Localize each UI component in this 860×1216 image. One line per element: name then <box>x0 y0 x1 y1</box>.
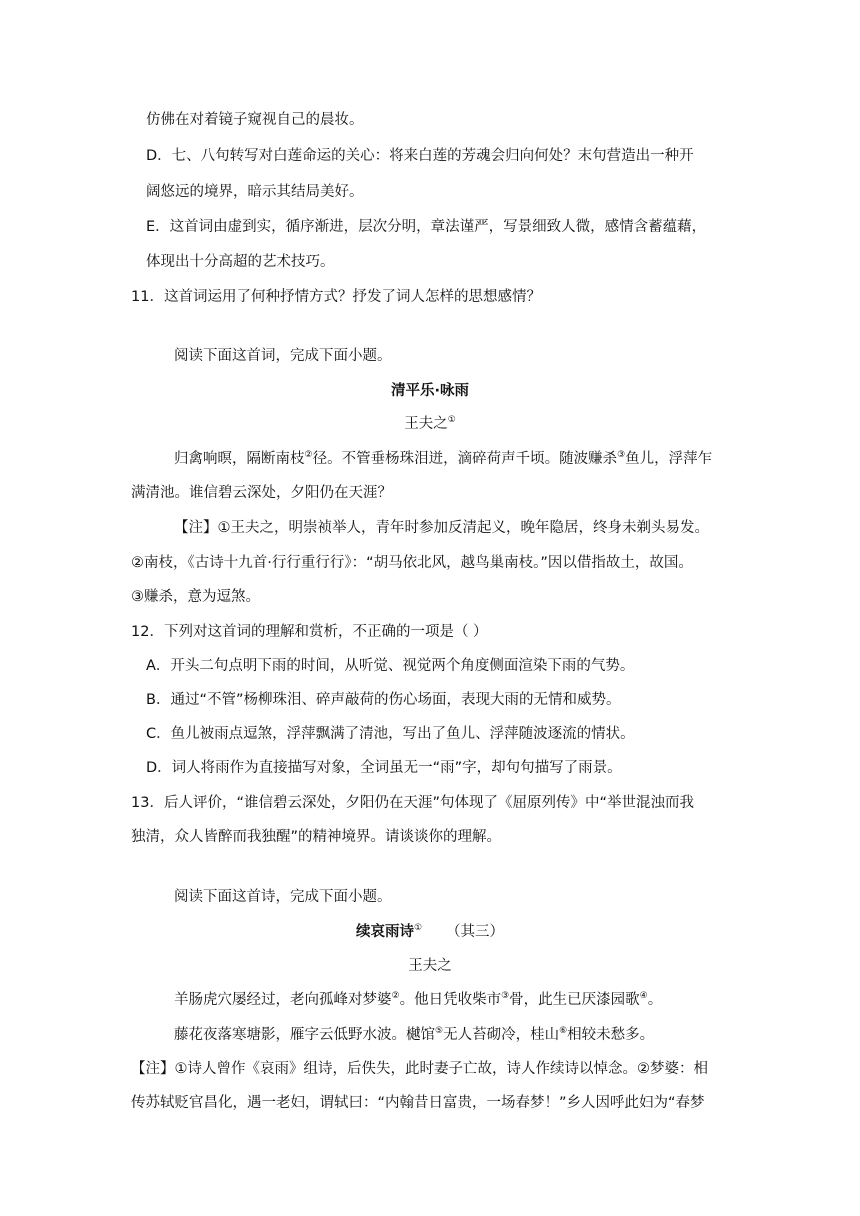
poem2-text-g: 相较未愁多。 <box>567 1027 655 1043</box>
footnote-marker: ① <box>413 923 423 933</box>
poem1-text-line2: 满清池。谁信碧云深处，夕阳仍在天涯？ <box>131 485 392 501</box>
poem1-intro: 阅读下面这首词，完成下面小题。 <box>174 348 392 364</box>
poem2-author: 王夫之 <box>408 958 452 974</box>
poem2-note-line2: 传苏轼贬官昌化，遇一老妇，谓轼曰：“内翰昔日富贵，一场春梦！”乡人因呼此妇为“春梦 <box>131 1095 705 1111</box>
option-e-line2: 体现出十分高超的艺术技巧。 <box>146 254 335 270</box>
poem2-intro: 阅读下面这首诗，完成下面小题。 <box>174 889 392 905</box>
question-11: 11．这首词运用了何种抒情方式？抒发了词人怎样的思想感情？ <box>131 289 541 305</box>
poem1-note-line1: 【注】①王夫之，明崇祯举人，青年时参加反清起义，晚年隐居，终身未剃头易发。 <box>174 520 709 536</box>
poem1-note-line3: ③赚杀，意为逗煞。 <box>131 589 260 605</box>
question-12-option-a: A．开头二句点明下雨的时间，从听觉、视觉两个角度侧面渲染下雨的气势。 <box>146 658 635 674</box>
question-12-option-b: B．通过“不管”杨柳珠泪、碎声敲荷的伤心场面，表现大雨的无情和威势。 <box>146 692 621 708</box>
poem1-title: 清平乐·咏雨 <box>390 383 469 399</box>
option-c-continuation: 仿佛在对着镜子窥视自己的晨妆。 <box>146 112 364 128</box>
poem1-text-a: 归禽响暝，隔断南枝 <box>174 451 305 467</box>
question-12-option-d: D．词人将雨作为直接描写对象，全词虽无一“雨”字，却句句描写了雨景。 <box>146 760 622 776</box>
footnote-marker: ③ <box>501 991 510 1001</box>
poem2-text-f: 无人苔砌冷，桂山 <box>443 1027 560 1043</box>
question-13-line1: 13．后人评价，“谁信碧云深处，夕阳仍在天涯”句体现了《屈原列传》中“举世混浊而我 <box>131 795 694 811</box>
poem2-text-e: 藤花夜落寒塘影，雁字云低野水波。樾馆 <box>174 1027 435 1043</box>
footnote-marker: ③ <box>617 450 626 460</box>
footnote-marker: ⑤ <box>435 1026 444 1036</box>
question-13-line2: 独清，众人皆醉而我独醒”的精神境界。请谈谈你的理解。 <box>131 829 502 845</box>
poem1-text-line1 <box>174 449 712 469</box>
poem2-subtitle: （其三） <box>446 924 505 940</box>
footnote-marker: ② <box>391 991 400 1001</box>
poem2-title-row <box>0 922 860 942</box>
option-e-line1: E．这首词由虚到实，循序渐进，层次分明，章法谨严，写景细致人微，感情含蓄蕴藉， <box>146 219 707 235</box>
option-d-line2: 阔悠远的境界，暗示其结局美好。 <box>146 184 364 200</box>
poem2-text-c: 骨，此生已厌漆园歌 <box>509 992 640 1008</box>
poem2-line1 <box>174 990 662 1010</box>
footnote-marker: ④ <box>639 991 648 1001</box>
poem1-author <box>0 414 860 434</box>
footnote-marker: ① <box>447 415 456 425</box>
poem1-author-name: 王夫之 <box>404 416 448 432</box>
poem2-title: 续哀雨诗 <box>355 924 414 940</box>
poem1-note-line2: ②南枝，《古诗十九首·行行重行行》：“胡马依北风，越鸟巢南枝。”因以借指故土，故国。 <box>131 555 693 571</box>
question-12-option-c: C．鱼儿被雨点逗煞，浮萍飘满了清池，写出了鱼儿、浮萍随波逐流的情状。 <box>146 726 635 742</box>
poem2-note-line1: 【注】①诗人曾作《哀雨》组诗，后佚失，此时妻子亡故，诗人作续诗以悼念。②梦婆：相 <box>131 1061 708 1077</box>
poem2-text-d: 。 <box>647 992 663 1008</box>
footnote-marker: ⑥ <box>559 1026 568 1036</box>
footnote-marker: ② <box>304 450 313 460</box>
question-12-stem: 12．下列对这首词的理解和赏析，不正确的一项是（ ） <box>131 624 488 640</box>
poem2-line2 <box>174 1025 654 1045</box>
poem1-text-c: 鱼儿，浮萍乍 <box>625 451 713 467</box>
poem2-text-a: 羊肠虎穴屡经过，老向孤峰对梦婆 <box>174 992 392 1008</box>
poem1-text-b: 径。不管垂杨珠泪迸，滴碎荷声千顷。随波赚杀 <box>312 451 618 467</box>
poem2-text-b: 。他日凭收柴市 <box>399 992 502 1008</box>
option-d-line1: D．七、八句转写对白莲命运的关心：将来白莲的芳魂会归向何处？末句营造出一种开 <box>146 148 694 164</box>
